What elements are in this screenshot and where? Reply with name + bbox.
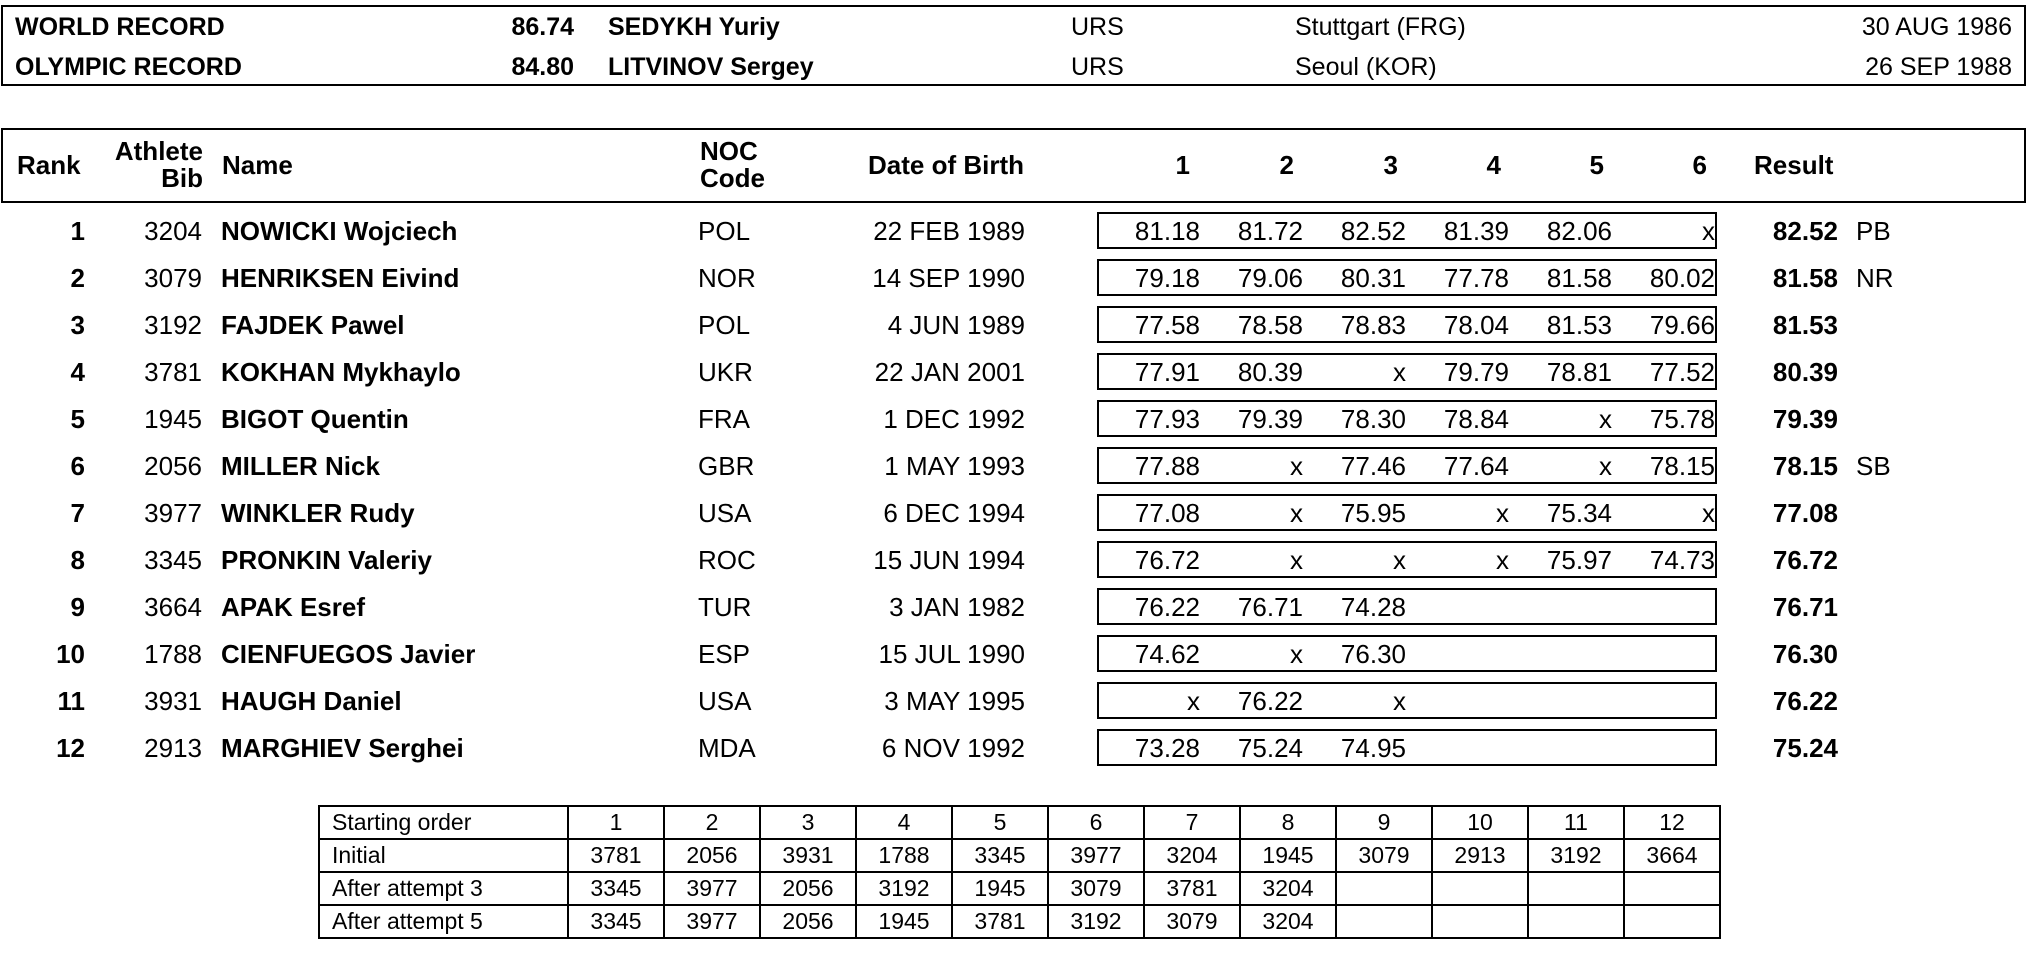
header-rank: Rank (17, 150, 81, 180)
record-date: 30 AUG 1986 (1861, 13, 2012, 41)
order-cell: 3079 (1048, 872, 1144, 905)
noc-cell: ESP (698, 639, 751, 669)
order-cell: 1945 (856, 905, 952, 938)
attempt-3-cell: 78.83 (1340, 310, 1406, 340)
rank-cell: 5 (70, 404, 85, 434)
attempt-3-cell: 74.28 (1340, 592, 1406, 622)
dob-cell: 22 FEB 1989 (873, 216, 1025, 246)
noc-cell: ROC (698, 545, 756, 575)
bib-cell: 3931 (144, 686, 202, 716)
attempt-5-cell: x (1599, 451, 1612, 481)
order-cell: 3192 (1048, 905, 1144, 938)
athlete-name: APAK Esref (221, 592, 366, 622)
table-row (0, 586, 2030, 633)
bib-cell: 3781 (144, 357, 202, 387)
attempt-1-cell: 77.91 (1134, 357, 1200, 387)
attempt-1-cell: 79.18 (1134, 263, 1200, 293)
dob-cell: 6 NOV 1992 (881, 733, 1025, 763)
attempt-3-cell: x (1393, 686, 1406, 716)
result-cell: 82.52 (1772, 216, 1838, 246)
rank-cell: 8 (70, 545, 85, 575)
header-bib-line1: Athlete (114, 136, 203, 166)
rank-cell: 6 (70, 451, 85, 481)
noc-cell: NOR (698, 263, 756, 293)
attempt-1-cell: 77.58 (1134, 310, 1200, 340)
attempt-1-cell: x (1187, 686, 1200, 716)
order-cell: 3204 (1144, 839, 1240, 872)
rank-cell: 2 (70, 263, 85, 293)
attempt-6-cell: 79.66 (1649, 310, 1715, 340)
header-noc-line1: NOC (700, 136, 758, 166)
header-attempt-1: 1 (1175, 150, 1190, 180)
attempt-1-cell: 76.72 (1134, 545, 1200, 575)
noc-cell: GBR (698, 451, 755, 481)
attempt-3-cell: x (1393, 357, 1406, 387)
header-name: Name (222, 150, 293, 180)
header-attempt-4: 4 (1486, 150, 1501, 180)
athlete-name: HAUGH Daniel (221, 686, 402, 716)
order-cell: 1788 (856, 839, 952, 872)
attempt-5-cell: 81.58 (1546, 263, 1612, 293)
order-cell: 2056 (760, 905, 856, 938)
rank-cell: 11 (57, 686, 85, 716)
header-bib (115, 138, 203, 192)
rank-cell: 7 (70, 498, 85, 528)
table-row (0, 727, 2030, 774)
dob-cell: 3 MAY 1995 (884, 686, 1025, 716)
attempt-4-cell: 77.64 (1443, 451, 1509, 481)
attempt-2-cell: 79.39 (1237, 404, 1303, 434)
record-note: NR (1856, 263, 1894, 293)
attempt-4-cell: 79.79 (1443, 357, 1509, 387)
attempt-5-cell: 82.06 (1546, 216, 1612, 246)
header-date-of-birth: Date of Birth (868, 150, 1024, 180)
attempt-6-cell: x (1702, 498, 1715, 528)
record-venue: Stuttgart (FRG) (1295, 13, 1466, 41)
order-cell (1624, 872, 1720, 905)
result-cell: 76.22 (1772, 686, 1838, 716)
result-cell: 75.24 (1772, 733, 1838, 763)
attempt-2-cell: 79.06 (1237, 263, 1303, 293)
rank-cell: 9 (70, 592, 85, 622)
bib-cell: 3664 (144, 592, 202, 622)
attempt-2-cell: 76.71 (1237, 592, 1303, 622)
attempt-6-cell: 77.52 (1649, 357, 1715, 387)
order-cell: 3345 (952, 839, 1048, 872)
attempt-4-cell: 78.84 (1443, 404, 1509, 434)
order-cell: 3781 (952, 905, 1048, 938)
result-cell: 79.39 (1772, 404, 1838, 434)
result-cell: 77.08 (1772, 498, 1838, 528)
order-cell: 3079 (1144, 905, 1240, 938)
attempt-3-cell: 82.52 (1340, 216, 1406, 246)
order-cell: 3931 (760, 839, 856, 872)
result-cell: 76.30 (1772, 639, 1838, 669)
noc-cell: POL (698, 216, 751, 246)
attempt-1-cell: 76.22 (1134, 592, 1200, 622)
result-cell: 76.72 (1772, 545, 1838, 575)
records-box (1, 5, 2026, 86)
rank-cell: 12 (56, 733, 85, 763)
header-noc (700, 138, 765, 192)
record-holder: LITVINOV Sergey (608, 53, 814, 81)
table-row (0, 304, 2030, 351)
attempt-5-cell: 75.34 (1546, 498, 1612, 528)
olympic-record-row (3, 47, 2024, 87)
attempt-5-cell: 81.53 (1546, 310, 1612, 340)
attempt-1-cell: 77.93 (1134, 404, 1200, 434)
dob-cell: 15 JUN 1994 (873, 545, 1025, 575)
rank-cell: 1 (70, 216, 85, 246)
record-date: 26 SEP 1988 (1865, 53, 2012, 81)
order-row-label: After attempt 5 (319, 905, 568, 938)
header-bib-line2: Bib (161, 163, 203, 193)
noc-cell: MDA (698, 733, 756, 763)
attempt-2-cell: 80.39 (1237, 357, 1303, 387)
attempt-5-cell: 75.97 (1546, 545, 1612, 575)
attempt-1-cell: 77.08 (1134, 498, 1200, 528)
bib-cell: 1945 (144, 404, 202, 434)
record-type: OLYMPIC RECORD (15, 53, 242, 81)
attempt-6-cell: x (1702, 216, 1715, 246)
attempt-2-cell: 78.58 (1237, 310, 1303, 340)
header-attempt-3: 3 (1383, 150, 1398, 180)
attempt-1-cell: 73.28 (1134, 733, 1200, 763)
attempt-1-cell: 81.18 (1134, 216, 1200, 246)
header-result: Result (1754, 150, 1834, 180)
rank-cell: 4 (70, 357, 85, 387)
attempt-2-cell: 81.72 (1237, 216, 1303, 246)
table-row (0, 210, 2030, 257)
order-cell (1432, 905, 1528, 938)
attempt-2-cell: 75.24 (1237, 733, 1303, 763)
bib-cell: 3192 (144, 310, 202, 340)
order-row (319, 872, 1720, 905)
table-row (0, 445, 2030, 492)
dob-cell: 1 MAY 1993 (884, 451, 1025, 481)
attempt-2-cell: 76.22 (1237, 686, 1303, 716)
header-attempt-6: 6 (1692, 150, 1707, 180)
order-cell: 3977 (1048, 839, 1144, 872)
order-cell: 11 (1528, 806, 1624, 839)
order-cell: 3977 (664, 872, 760, 905)
dob-cell: 6 DEC 1994 (883, 498, 1025, 528)
athlete-name: CIENFUEGOS Javier (221, 639, 476, 669)
order-cell: 2 (664, 806, 760, 839)
record-note: PB (1856, 216, 1891, 246)
attempt-2-cell: x (1290, 498, 1303, 528)
order-cell: 3204 (1240, 872, 1336, 905)
dob-cell: 1 DEC 1992 (883, 404, 1025, 434)
order-cell: 3079 (1336, 839, 1432, 872)
result-cell: 80.39 (1772, 357, 1838, 387)
order-cell: 3 (760, 806, 856, 839)
table-row (0, 680, 2030, 727)
table-row (0, 633, 2030, 680)
attempt-4-cell: 78.04 (1443, 310, 1509, 340)
order-cell (1624, 905, 1720, 938)
order-cell: 3345 (568, 872, 664, 905)
order-cell: 3192 (1528, 839, 1624, 872)
noc-cell: FRA (698, 404, 750, 434)
order-cell: 9 (1336, 806, 1432, 839)
header-attempt-5: 5 (1589, 150, 1604, 180)
order-cell: 3345 (568, 905, 664, 938)
noc-cell: UKR (698, 357, 753, 387)
table-row (0, 351, 2030, 398)
bib-cell: 2056 (144, 451, 202, 481)
dob-cell: 22 JAN 2001 (874, 357, 1025, 387)
dob-cell: 4 JUN 1989 (887, 310, 1025, 340)
order-cell: 3204 (1240, 905, 1336, 938)
table-row (0, 492, 2030, 539)
noc-cell: USA (698, 498, 752, 528)
starting-order-table (318, 805, 1721, 939)
result-cell: 78.15 (1772, 451, 1838, 481)
attempt-6-cell: 80.02 (1649, 263, 1715, 293)
record-holder: SEDYKH Yuriy (608, 13, 780, 41)
order-cell: 8 (1240, 806, 1336, 839)
attempt-3-cell: 80.31 (1340, 263, 1406, 293)
order-cell (1336, 905, 1432, 938)
order-cell: 3664 (1624, 839, 1720, 872)
attempt-4-cell: x (1496, 498, 1509, 528)
athlete-name: MILLER Nick (221, 451, 380, 481)
attempt-5-cell: 78.81 (1546, 357, 1612, 387)
order-cell (1432, 872, 1528, 905)
attempt-3-cell: 77.46 (1340, 451, 1406, 481)
attempt-3-cell: 74.95 (1340, 733, 1406, 763)
header-noc-line2: Code (700, 163, 765, 193)
header-attempt-2: 2 (1279, 150, 1294, 180)
dob-cell: 14 SEP 1990 (872, 263, 1025, 293)
order-cell: 2913 (1432, 839, 1528, 872)
order-cell: 10 (1432, 806, 1528, 839)
attempt-2-cell: x (1290, 545, 1303, 575)
table-row (0, 539, 2030, 586)
attempt-6-cell: 74.73 (1649, 545, 1715, 575)
order-cell: 3192 (856, 872, 952, 905)
attempt-6-cell: 78.15 (1649, 451, 1715, 481)
order-row (319, 839, 1720, 872)
athlete-name: FAJDEK Pawel (221, 310, 405, 340)
order-cell: 3781 (1144, 872, 1240, 905)
order-row-label: After attempt 3 (319, 872, 568, 905)
bib-cell: 3345 (144, 545, 202, 575)
order-cell: 12 (1624, 806, 1720, 839)
attempt-3-cell: 76.30 (1340, 639, 1406, 669)
bib-cell: 3204 (144, 216, 202, 246)
order-cell: 4 (856, 806, 952, 839)
order-cell: 1 (568, 806, 664, 839)
result-cell: 81.53 (1772, 310, 1838, 340)
order-cell (1528, 872, 1624, 905)
result-cell: 76.71 (1772, 592, 1838, 622)
attempt-6-cell: 75.78 (1649, 404, 1715, 434)
bib-cell: 1788 (144, 639, 202, 669)
results-header (1, 128, 2026, 203)
noc-cell: POL (698, 310, 751, 340)
attempt-1-cell: 77.88 (1134, 451, 1200, 481)
record-noc: URS (1071, 53, 1124, 81)
record-type: WORLD RECORD (15, 13, 225, 41)
athlete-name: MARGHIEV Serghei (221, 733, 464, 763)
attempt-3-cell: 78.30 (1340, 404, 1406, 434)
athlete-name: HENRIKSEN Eivind (221, 263, 460, 293)
attempt-4-cell: x (1496, 545, 1509, 575)
order-cell: 3977 (664, 905, 760, 938)
order-cell: 1945 (952, 872, 1048, 905)
attempt-1-cell: 74.62 (1134, 639, 1200, 669)
bib-cell: 3977 (144, 498, 202, 528)
order-cell: 3781 (568, 839, 664, 872)
attempt-4-cell: 77.78 (1443, 263, 1509, 293)
order-cell (1336, 872, 1432, 905)
bib-cell: 3079 (144, 263, 202, 293)
world-record-row (3, 7, 2024, 47)
attempt-3-cell: 75.95 (1340, 498, 1406, 528)
order-cell: 7 (1144, 806, 1240, 839)
table-row (0, 257, 2030, 304)
order-header-row (319, 806, 1720, 839)
athlete-name: PRONKIN Valeriy (221, 545, 432, 575)
order-cell: 2056 (664, 839, 760, 872)
order-cell (1528, 905, 1624, 938)
order-cell: 1945 (1240, 839, 1336, 872)
dob-cell: 3 JAN 1982 (889, 592, 1025, 622)
order-cell: 2056 (760, 872, 856, 905)
order-row-label: Starting order (319, 806, 568, 839)
noc-cell: TUR (698, 592, 752, 622)
rank-cell: 3 (70, 310, 85, 340)
attempt-4-cell: 81.39 (1443, 216, 1509, 246)
attempt-3-cell: x (1393, 545, 1406, 575)
order-row-label: Initial (319, 839, 568, 872)
bib-cell: 2913 (144, 733, 202, 763)
noc-cell: USA (698, 686, 752, 716)
record-mark: 86.74 (511, 13, 574, 41)
attempt-2-cell: x (1290, 639, 1303, 669)
dob-cell: 15 JUL 1990 (878, 639, 1025, 669)
athlete-name: KOKHAN Mykhaylo (221, 357, 461, 387)
attempt-5-cell: x (1599, 404, 1612, 434)
athlete-name: NOWICKI Wojciech (221, 216, 458, 246)
record-mark: 84.80 (511, 53, 574, 81)
record-venue: Seoul (KOR) (1295, 53, 1437, 81)
athlete-name: BIGOT Quentin (221, 404, 409, 434)
order-cell: 5 (952, 806, 1048, 839)
result-cell: 81.58 (1772, 263, 1838, 293)
order-row (319, 905, 1720, 938)
athlete-name: WINKLER Rudy (221, 498, 415, 528)
rank-cell: 10 (56, 639, 85, 669)
record-note: SB (1856, 451, 1891, 481)
table-row (0, 398, 2030, 445)
order-cell: 6 (1048, 806, 1144, 839)
attempt-2-cell: x (1290, 451, 1303, 481)
record-noc: URS (1071, 13, 1124, 41)
